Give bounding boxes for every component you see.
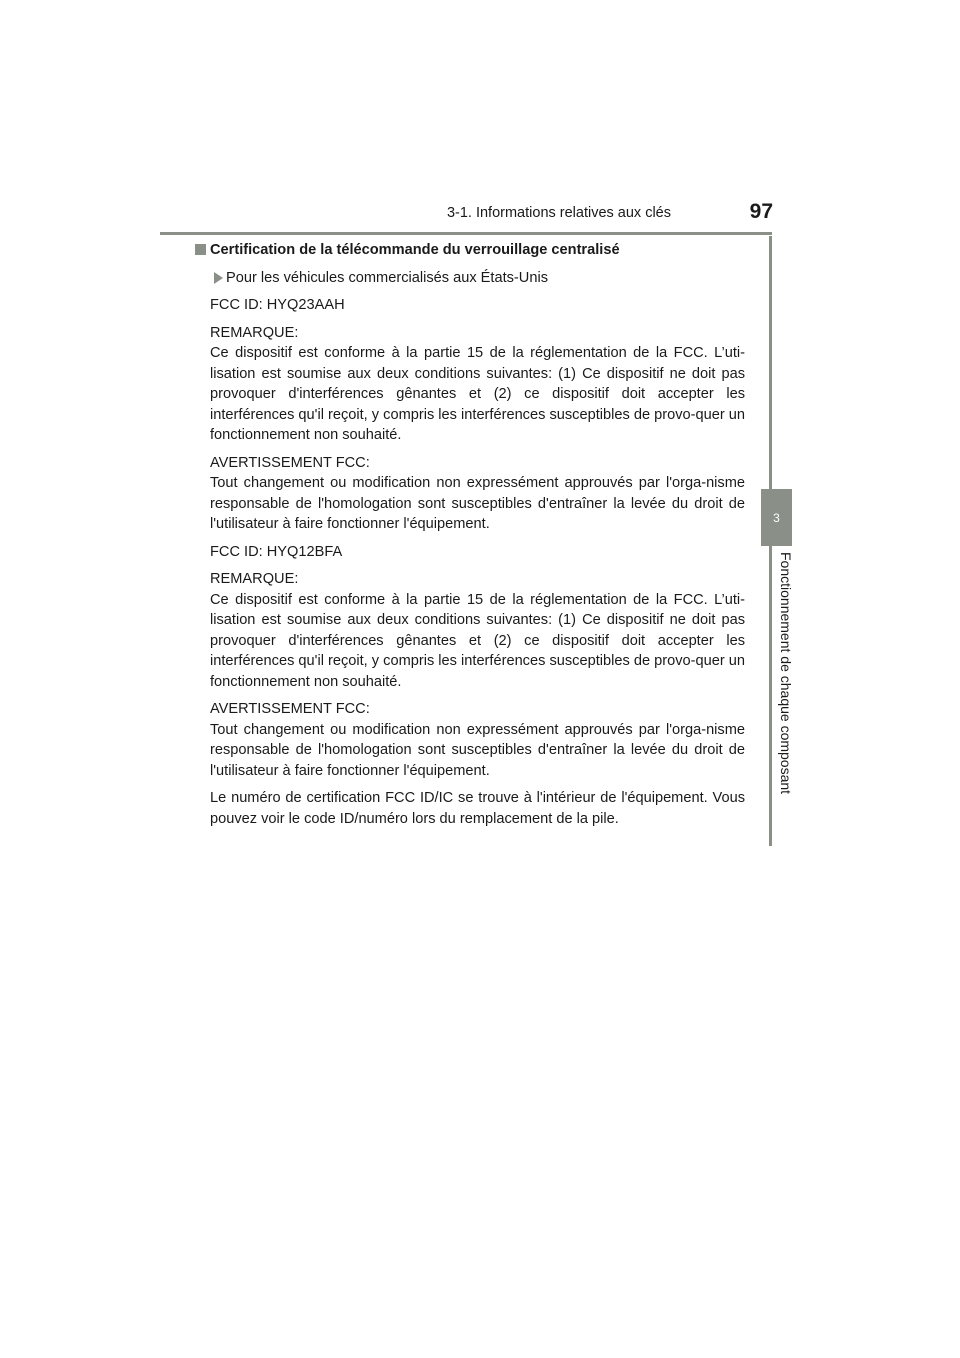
paragraph (210, 323, 745, 446)
section-heading-text: Certification de la télécommande du verrouillage centralisé (210, 242, 620, 258)
paragraph-line: AVERTISSEMENT FCC: (210, 454, 370, 471)
paragraph-line: AVERTISSEMENT FCC: (210, 701, 370, 717)
paragraph (210, 542, 745, 563)
header-section-title: 3-1. Informations relatives aux clés (446, 205, 671, 221)
bullet-text: Pour les véhicules commercialisés aux États-Unis (226, 269, 548, 286)
side-rule-bottom (769, 546, 772, 846)
paragraph-line: Ce dispositif est conforme à la partie 15 de la réglementation de la FCC. L’uti-lisation est soumise aux deux conditions suivantes: (1) Ce dispositif ne doit pas provoquer d'interférences gênantes et (2) ce dispositif doit accepter les interférences qu'il reçoit, y compris les interférences susceptibles de provo-quer un fonctionnement non souhaité. (210, 591, 745, 690)
main-content (210, 240, 745, 836)
square-bullet-icon (195, 244, 206, 255)
paragraph (210, 788, 745, 829)
side-rule-top (769, 236, 772, 489)
paragraph (210, 569, 745, 692)
chapter-number: 3 (773, 510, 780, 525)
paragraph-line: REMARQUE: (210, 324, 299, 341)
paragraph-line: FCC ID: HYQ12BFA (210, 543, 343, 560)
paragraph-list (210, 295, 745, 829)
paragraph-line: Le numéro de certification FCC ID/IC se trouve à l'intérieur de l'équipement. Vous pouvez voir le code ID/numéro lors du remplacement de la pile. (210, 790, 745, 827)
header-rule (160, 232, 772, 235)
paragraph-line: REMARQUE: (210, 571, 299, 587)
paragraph-line: Tout changement ou modification non expressément approuvés par l'orga-nisme responsable de l'homologation sont susceptibles d'entraîner la levée du droit de l'utilisateur à faire fonctionner l'équipement. (210, 721, 745, 779)
section-heading (196, 240, 745, 261)
paragraph-line: FCC ID: HYQ23AAH (210, 297, 345, 313)
bullet-item (210, 268, 745, 289)
chapter-tab (761, 489, 792, 546)
paragraph-line: Tout changement ou modification non expressément approuvés par l'orga-nisme responsable de l'homologation sont susceptibles d'entraîner la levée du droit de l'utilisateur à faire fonctionner l'équipement. (210, 475, 745, 532)
triangle-bullet-icon (214, 272, 223, 284)
paragraph (210, 699, 745, 781)
paragraph (210, 453, 745, 535)
paragraph (210, 295, 745, 316)
page-number: 97 (749, 200, 773, 223)
paragraph-line: Ce dispositif est conforme à la partie 15 de la réglementation de la FCC. L’uti-lisation est soumise aux deux conditions suivantes: (1) Ce dispositif ne doit pas provoquer d'interférences gênantes et (2) ce dispositif doit accepter les interférences qu'il reçoit, y compris les interférences susceptibles de provo-quer un fonctionnement non souhaité. (210, 345, 745, 443)
chapter-title: Fonctionnement de chaque composant (778, 552, 794, 795)
